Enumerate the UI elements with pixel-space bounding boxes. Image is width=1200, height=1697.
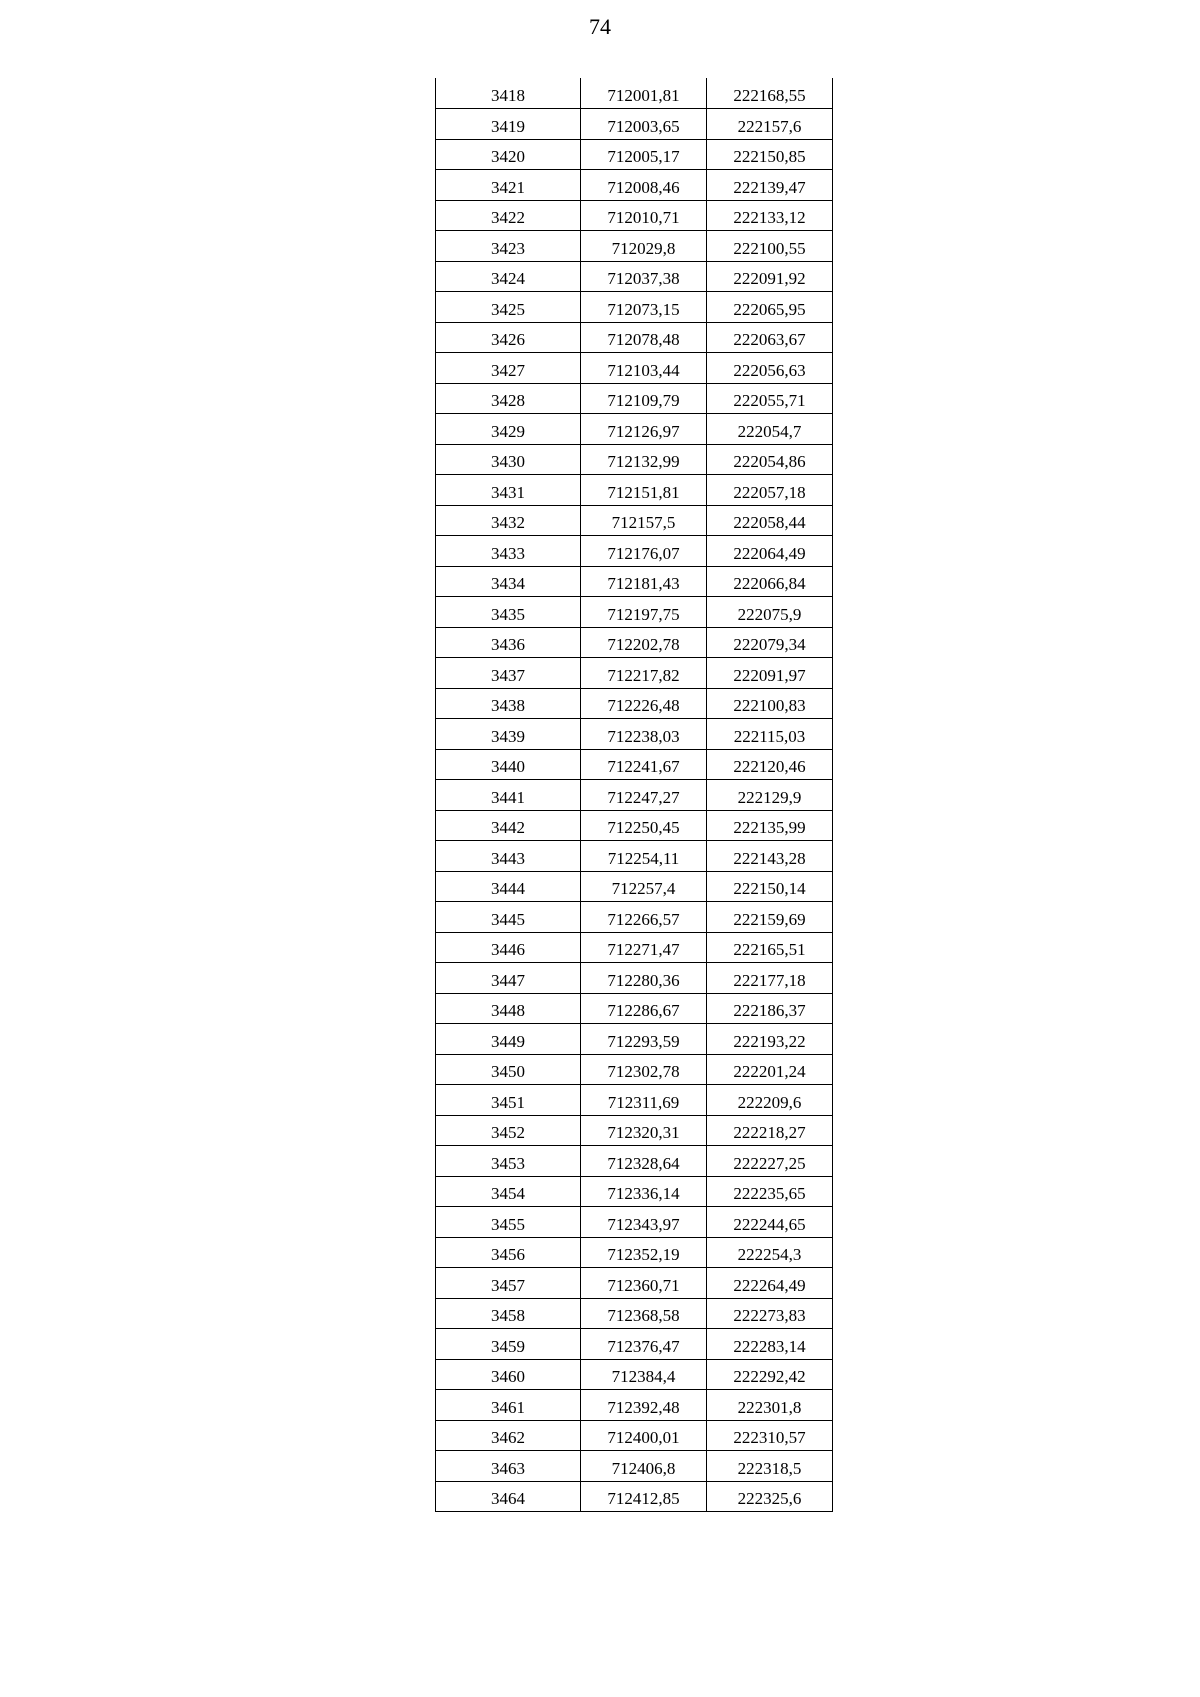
point-number-cell: 3428 bbox=[436, 383, 581, 414]
x-coordinate-cell: 712003,65 bbox=[581, 109, 707, 140]
point-number-cell: 3420 bbox=[436, 139, 581, 170]
x-coordinate-cell: 712286,67 bbox=[581, 993, 707, 1024]
x-coordinate-cell: 712202,78 bbox=[581, 627, 707, 658]
point-number-cell: 3435 bbox=[436, 597, 581, 628]
table-row bbox=[436, 658, 833, 689]
y-coordinate-cell: 222091,97 bbox=[707, 658, 833, 689]
table-row bbox=[436, 1298, 833, 1329]
x-coordinate-cell: 712078,48 bbox=[581, 322, 707, 353]
table-row bbox=[436, 353, 833, 384]
x-coordinate-cell: 712257,4 bbox=[581, 871, 707, 902]
y-coordinate-cell: 222235,65 bbox=[707, 1176, 833, 1207]
x-coordinate-cell: 712280,36 bbox=[581, 963, 707, 994]
point-number-cell: 3438 bbox=[436, 688, 581, 719]
point-number-cell: 3463 bbox=[436, 1451, 581, 1482]
x-coordinate-cell: 712271,47 bbox=[581, 932, 707, 963]
point-number-cell: 3419 bbox=[436, 109, 581, 140]
point-number-cell: 3456 bbox=[436, 1237, 581, 1268]
point-number-cell: 3454 bbox=[436, 1176, 581, 1207]
y-coordinate-cell: 222159,69 bbox=[707, 902, 833, 933]
point-number-cell: 3461 bbox=[436, 1390, 581, 1421]
x-coordinate-cell: 712328,64 bbox=[581, 1146, 707, 1177]
y-coordinate-cell: 222057,18 bbox=[707, 475, 833, 506]
point-number-cell: 3424 bbox=[436, 261, 581, 292]
point-number-cell: 3444 bbox=[436, 871, 581, 902]
point-number-cell: 3436 bbox=[436, 627, 581, 658]
point-number-cell: 3457 bbox=[436, 1268, 581, 1299]
x-coordinate-cell: 712376,47 bbox=[581, 1329, 707, 1360]
x-coordinate-cell: 712181,43 bbox=[581, 566, 707, 597]
y-coordinate-cell: 222079,34 bbox=[707, 627, 833, 658]
y-coordinate-cell: 222065,95 bbox=[707, 292, 833, 323]
point-number-cell: 3441 bbox=[436, 780, 581, 811]
x-coordinate-cell: 712247,27 bbox=[581, 780, 707, 811]
x-coordinate-cell: 712197,75 bbox=[581, 597, 707, 628]
table-row bbox=[436, 1420, 833, 1451]
table-row bbox=[436, 1146, 833, 1177]
y-coordinate-cell: 222227,25 bbox=[707, 1146, 833, 1177]
table-row bbox=[436, 688, 833, 719]
x-coordinate-cell: 712368,58 bbox=[581, 1298, 707, 1329]
table-row bbox=[436, 383, 833, 414]
y-coordinate-cell: 222193,22 bbox=[707, 1024, 833, 1055]
y-coordinate-cell: 222318,5 bbox=[707, 1451, 833, 1482]
point-number-cell: 3445 bbox=[436, 902, 581, 933]
x-coordinate-cell: 712392,48 bbox=[581, 1390, 707, 1421]
table-row bbox=[436, 1207, 833, 1238]
x-coordinate-cell: 712151,81 bbox=[581, 475, 707, 506]
table-row bbox=[436, 1024, 833, 1055]
y-coordinate-cell: 222066,84 bbox=[707, 566, 833, 597]
x-coordinate-cell: 712157,5 bbox=[581, 505, 707, 536]
y-coordinate-cell: 222177,18 bbox=[707, 963, 833, 994]
table-row bbox=[436, 780, 833, 811]
table-row bbox=[436, 1329, 833, 1360]
point-number-cell: 3462 bbox=[436, 1420, 581, 1451]
point-number-cell: 3432 bbox=[436, 505, 581, 536]
table-row bbox=[436, 719, 833, 750]
x-coordinate-cell: 712302,78 bbox=[581, 1054, 707, 1085]
point-number-cell: 3425 bbox=[436, 292, 581, 323]
point-number-cell: 3421 bbox=[436, 170, 581, 201]
y-coordinate-cell: 222054,86 bbox=[707, 444, 833, 475]
y-coordinate-cell: 222055,71 bbox=[707, 383, 833, 414]
y-coordinate-cell: 222120,46 bbox=[707, 749, 833, 780]
x-coordinate-cell: 712010,71 bbox=[581, 200, 707, 231]
table-row bbox=[436, 963, 833, 994]
x-coordinate-cell: 712360,71 bbox=[581, 1268, 707, 1299]
table-row bbox=[436, 841, 833, 872]
x-coordinate-cell: 712343,97 bbox=[581, 1207, 707, 1238]
x-coordinate-cell: 712008,46 bbox=[581, 170, 707, 201]
table-row bbox=[436, 1390, 833, 1421]
y-coordinate-cell: 222100,55 bbox=[707, 231, 833, 262]
table-row bbox=[436, 1054, 833, 1085]
x-coordinate-cell: 712217,82 bbox=[581, 658, 707, 689]
table-row bbox=[436, 1481, 833, 1512]
point-number-cell: 3439 bbox=[436, 719, 581, 750]
x-coordinate-cell: 712412,85 bbox=[581, 1481, 707, 1512]
point-number-cell: 3440 bbox=[436, 749, 581, 780]
x-coordinate-cell: 712293,59 bbox=[581, 1024, 707, 1055]
x-coordinate-cell: 712352,19 bbox=[581, 1237, 707, 1268]
y-coordinate-cell: 222292,42 bbox=[707, 1359, 833, 1390]
point-number-cell: 3464 bbox=[436, 1481, 581, 1512]
y-coordinate-cell: 222075,9 bbox=[707, 597, 833, 628]
y-coordinate-cell: 222244,65 bbox=[707, 1207, 833, 1238]
x-coordinate-cell: 712384,4 bbox=[581, 1359, 707, 1390]
x-coordinate-cell: 712250,45 bbox=[581, 810, 707, 841]
point-number-cell: 3449 bbox=[436, 1024, 581, 1055]
y-coordinate-cell: 222168,55 bbox=[707, 78, 833, 109]
point-number-cell: 3453 bbox=[436, 1146, 581, 1177]
x-coordinate-cell: 712103,44 bbox=[581, 353, 707, 384]
y-coordinate-cell: 222310,57 bbox=[707, 1420, 833, 1451]
table-row bbox=[436, 1115, 833, 1146]
table-row bbox=[436, 414, 833, 445]
coordinates-table bbox=[435, 78, 833, 1512]
x-coordinate-cell: 712406,8 bbox=[581, 1451, 707, 1482]
y-coordinate-cell: 222273,83 bbox=[707, 1298, 833, 1329]
x-coordinate-cell: 712001,81 bbox=[581, 78, 707, 109]
table-row bbox=[436, 566, 833, 597]
x-coordinate-cell: 712132,99 bbox=[581, 444, 707, 475]
y-coordinate-cell: 222143,28 bbox=[707, 841, 833, 872]
x-coordinate-cell: 712400,01 bbox=[581, 1420, 707, 1451]
table-row bbox=[436, 261, 833, 292]
point-number-cell: 3430 bbox=[436, 444, 581, 475]
page-number: 74 bbox=[589, 14, 611, 39]
point-number-cell: 3418 bbox=[436, 78, 581, 109]
point-number-cell: 3426 bbox=[436, 322, 581, 353]
x-coordinate-cell: 712073,15 bbox=[581, 292, 707, 323]
point-number-cell: 3429 bbox=[436, 414, 581, 445]
y-coordinate-cell: 222133,12 bbox=[707, 200, 833, 231]
y-coordinate-cell: 222115,03 bbox=[707, 719, 833, 750]
y-coordinate-cell: 222186,37 bbox=[707, 993, 833, 1024]
y-coordinate-cell: 222301,8 bbox=[707, 1390, 833, 1421]
table-row bbox=[436, 1237, 833, 1268]
y-coordinate-cell: 222254,3 bbox=[707, 1237, 833, 1268]
table-row bbox=[436, 444, 833, 475]
table-row bbox=[436, 749, 833, 780]
point-number-cell: 3450 bbox=[436, 1054, 581, 1085]
table-row bbox=[436, 200, 833, 231]
table-row bbox=[436, 1451, 833, 1482]
y-coordinate-cell: 222058,44 bbox=[707, 505, 833, 536]
y-coordinate-cell: 222325,6 bbox=[707, 1481, 833, 1512]
y-coordinate-cell: 222091,92 bbox=[707, 261, 833, 292]
y-coordinate-cell: 222264,49 bbox=[707, 1268, 833, 1299]
y-coordinate-cell: 222218,27 bbox=[707, 1115, 833, 1146]
point-number-cell: 3459 bbox=[436, 1329, 581, 1360]
point-number-cell: 3458 bbox=[436, 1298, 581, 1329]
table-body bbox=[436, 78, 833, 1512]
y-coordinate-cell: 222139,47 bbox=[707, 170, 833, 201]
point-number-cell: 3446 bbox=[436, 932, 581, 963]
table-row bbox=[436, 1085, 833, 1116]
table-row bbox=[436, 1268, 833, 1299]
point-number-cell: 3434 bbox=[436, 566, 581, 597]
y-coordinate-cell: 222150,85 bbox=[707, 139, 833, 170]
point-number-cell: 3443 bbox=[436, 841, 581, 872]
table-row bbox=[436, 810, 833, 841]
point-number-cell: 3451 bbox=[436, 1085, 581, 1116]
y-coordinate-cell: 222135,99 bbox=[707, 810, 833, 841]
y-coordinate-cell: 222054,7 bbox=[707, 414, 833, 445]
x-coordinate-cell: 712254,11 bbox=[581, 841, 707, 872]
y-coordinate-cell: 222201,24 bbox=[707, 1054, 833, 1085]
x-coordinate-cell: 712241,67 bbox=[581, 749, 707, 780]
point-number-cell: 3460 bbox=[436, 1359, 581, 1390]
y-coordinate-cell: 222209,6 bbox=[707, 1085, 833, 1116]
table-row bbox=[436, 932, 833, 963]
x-coordinate-cell: 712176,07 bbox=[581, 536, 707, 567]
table-row bbox=[436, 170, 833, 201]
x-coordinate-cell: 712029,8 bbox=[581, 231, 707, 262]
point-number-cell: 3447 bbox=[436, 963, 581, 994]
x-coordinate-cell: 712266,57 bbox=[581, 902, 707, 933]
x-coordinate-cell: 712320,31 bbox=[581, 1115, 707, 1146]
table-row bbox=[436, 536, 833, 567]
table-row bbox=[436, 1176, 833, 1207]
x-coordinate-cell: 712336,14 bbox=[581, 1176, 707, 1207]
table-row bbox=[436, 139, 833, 170]
point-number-cell: 3442 bbox=[436, 810, 581, 841]
y-coordinate-cell: 222157,6 bbox=[707, 109, 833, 140]
table-row bbox=[436, 292, 833, 323]
x-coordinate-cell: 712226,48 bbox=[581, 688, 707, 719]
table-row bbox=[436, 78, 833, 109]
y-coordinate-cell: 222064,49 bbox=[707, 536, 833, 567]
table-row bbox=[436, 902, 833, 933]
x-coordinate-cell: 712037,38 bbox=[581, 261, 707, 292]
point-number-cell: 3452 bbox=[436, 1115, 581, 1146]
table-row bbox=[436, 993, 833, 1024]
table-row bbox=[436, 109, 833, 140]
point-number-cell: 3433 bbox=[436, 536, 581, 567]
point-number-cell: 3437 bbox=[436, 658, 581, 689]
table-row bbox=[436, 475, 833, 506]
table-row bbox=[436, 871, 833, 902]
y-coordinate-cell: 222100,83 bbox=[707, 688, 833, 719]
table-row bbox=[436, 597, 833, 628]
y-coordinate-cell: 222063,67 bbox=[707, 322, 833, 353]
point-number-cell: 3431 bbox=[436, 475, 581, 506]
point-number-cell: 3422 bbox=[436, 200, 581, 231]
x-coordinate-cell: 712126,97 bbox=[581, 414, 707, 445]
y-coordinate-cell: 222056,63 bbox=[707, 353, 833, 384]
table-row bbox=[436, 627, 833, 658]
x-coordinate-cell: 712005,17 bbox=[581, 139, 707, 170]
point-number-cell: 3427 bbox=[436, 353, 581, 384]
table-row bbox=[436, 1359, 833, 1390]
point-number-cell: 3455 bbox=[436, 1207, 581, 1238]
point-number-cell: 3448 bbox=[436, 993, 581, 1024]
y-coordinate-cell: 222150,14 bbox=[707, 871, 833, 902]
y-coordinate-cell: 222283,14 bbox=[707, 1329, 833, 1360]
table-row bbox=[436, 505, 833, 536]
x-coordinate-cell: 712311,69 bbox=[581, 1085, 707, 1116]
x-coordinate-cell: 712238,03 bbox=[581, 719, 707, 750]
point-number-cell: 3423 bbox=[436, 231, 581, 262]
y-coordinate-cell: 222165,51 bbox=[707, 932, 833, 963]
table-row bbox=[436, 322, 833, 353]
table-row bbox=[436, 231, 833, 262]
x-coordinate-cell: 712109,79 bbox=[581, 383, 707, 414]
y-coordinate-cell: 222129,9 bbox=[707, 780, 833, 811]
